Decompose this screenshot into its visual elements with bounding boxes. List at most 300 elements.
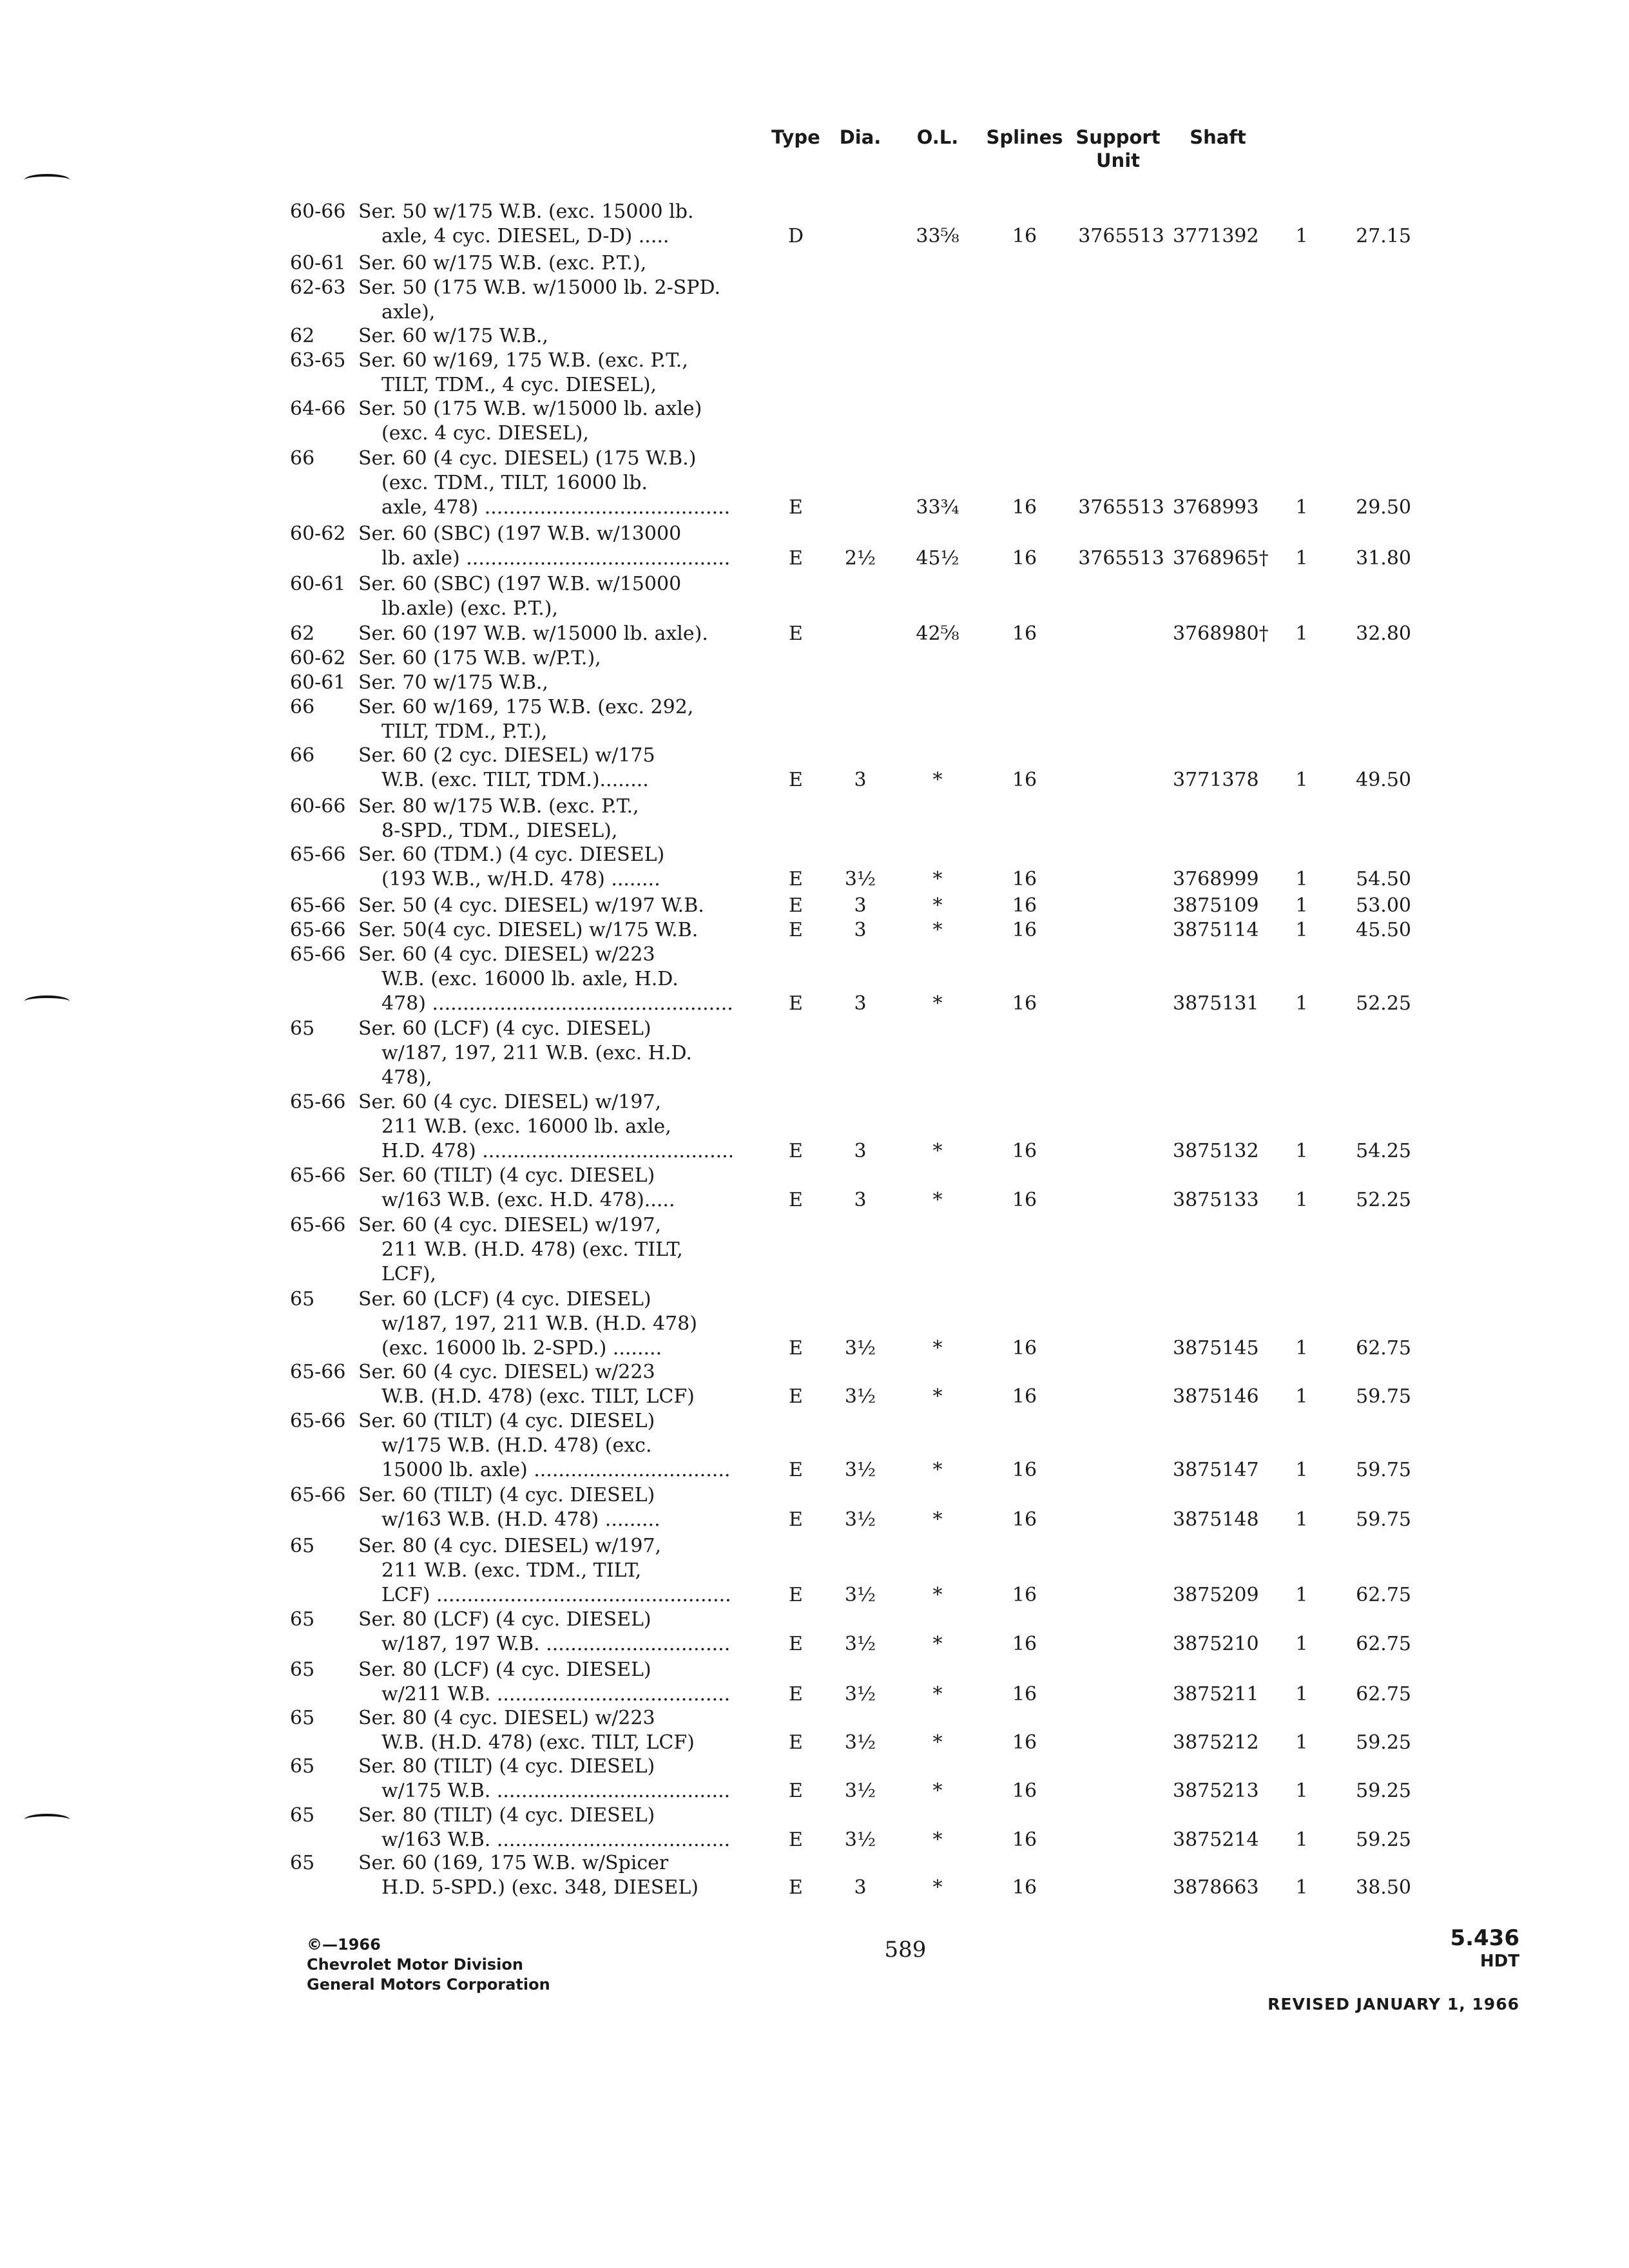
type-code: E [789, 769, 803, 791]
application-description [358, 1658, 732, 1707]
shaft-part-number: 3875114 [1173, 919, 1259, 941]
shaft-part-number: 3771378 [1173, 769, 1259, 791]
shaft-part-number: 3768965† [1173, 547, 1269, 570]
overall-length: 33¾ [916, 496, 959, 519]
description-line: w/163 W.B. (exc. H.D. 478)..... [381, 1189, 675, 1211]
description-line: Ser. 60 (SBC) (197 W.B. w/15000 [358, 573, 682, 595]
page-number: 589 [884, 1937, 927, 1963]
quantity: 1 [1295, 1633, 1308, 1655]
model-years: 65 [290, 1755, 315, 1778]
model-years: 65 [290, 1707, 315, 1729]
description-line: (193 W.B., w/H.D. 478) ........ [381, 868, 660, 890]
application-description [358, 894, 732, 918]
shaft-part-number: 3875131 [1173, 992, 1259, 1015]
application-description [358, 1706, 732, 1755]
type-code: E [789, 1633, 803, 1655]
application-description [358, 276, 732, 325]
price: 59.25 [1356, 1780, 1411, 1802]
model-years: 65-66 [290, 1484, 346, 1506]
application-description [358, 646, 732, 671]
price: 54.50 [1356, 868, 1411, 890]
description-line: w/211 W.B. ..... [358, 1682, 732, 1707]
application-description [358, 918, 732, 943]
description-line: axle, 478) ..... [358, 495, 732, 520]
overall-length: * [932, 1829, 943, 1851]
quantity: 1 [1295, 1337, 1308, 1360]
price: 53.00 [1356, 894, 1411, 917]
model-years: 60-61 [290, 252, 346, 274]
description-line: 211 W.B. (exc. TDM., TILT, [381, 1559, 642, 1582]
application-description [358, 447, 732, 520]
splines: 16 [1012, 1829, 1037, 1851]
section-block [1450, 1925, 1519, 1972]
application-description [358, 1090, 732, 1164]
shaft-part-number: 3875109 [1173, 894, 1259, 917]
shaft-part-number: 3875209 [1173, 1584, 1259, 1606]
overall-length: * [932, 1683, 943, 1706]
quantity: 1 [1295, 547, 1308, 570]
shaft-part-number: 3768980† [1173, 622, 1269, 645]
description-line: Ser. 60 w/175 W.B., [358, 325, 548, 347]
description-line: LCF) ..... [358, 1583, 732, 1608]
description-line: w/175 W.B. ..... [358, 1779, 732, 1803]
overall-length: * [932, 1459, 943, 1481]
corporation-name: General Motors Corporation [307, 1975, 550, 1994]
model-years: 60-66 [290, 795, 346, 818]
diameter: 3½ [844, 1731, 876, 1754]
quantity: 1 [1295, 622, 1308, 645]
model-years: 65-66 [290, 919, 346, 941]
quantity: 1 [1295, 1731, 1308, 1754]
type-code: E [789, 1189, 803, 1211]
model-years: 62 [290, 622, 315, 645]
application-description [358, 943, 732, 1016]
description-line: Ser. 50 (175 W.B. w/15000 lb. 2-SPD. [358, 276, 720, 299]
description-line: Ser. 60 (4 cyc. DIESEL) w/223 [358, 943, 655, 966]
description-line: Ser. 60 (4 cyc. DIESEL) (175 W.B.) [358, 447, 697, 470]
application-description [358, 843, 732, 892]
model-years: 66 [290, 447, 315, 470]
description-line: Ser. 80 w/175 W.B. (exc. P.T., [358, 795, 639, 818]
price: 62.75 [1356, 1584, 1411, 1606]
quantity: 1 [1295, 1459, 1308, 1481]
type-code: E [789, 1140, 803, 1162]
diameter: 3½ [844, 1780, 876, 1802]
application-description [358, 1851, 732, 1900]
splines: 16 [1012, 1780, 1037, 1802]
splines: 16 [1012, 1633, 1037, 1655]
diameter: 3½ [844, 1829, 876, 1851]
diameter: 3 [854, 769, 867, 791]
application-description [358, 744, 732, 793]
description-line: Ser. 60 (TILT) (4 cyc. DIESEL) [358, 1410, 655, 1432]
overall-length: * [932, 1140, 943, 1162]
description-line: (exc. 4 cyc. DIESEL), [381, 422, 589, 445]
quantity: 1 [1295, 496, 1308, 519]
type-code: E [789, 1829, 803, 1851]
overall-length: * [932, 1584, 943, 1606]
quantity: 1 [1295, 1508, 1308, 1531]
splines: 16 [1012, 547, 1037, 570]
description-line: H.D. 478) ..... [358, 1139, 732, 1164]
description-line: W.B. (H.D. 478) (exc. TILT, LCF) [381, 1731, 695, 1754]
type-code: E [789, 1584, 803, 1606]
description-line: Ser. 80 (TILT) (4 cyc. DIESEL) [358, 1804, 655, 1827]
price: 59.75 [1356, 1385, 1411, 1408]
splines: 16 [1012, 1683, 1037, 1706]
price: 59.75 [1356, 1508, 1411, 1531]
description-line: TILT, TDM., P.T.), [381, 720, 548, 743]
shaft-part-number: 3875213 [1173, 1780, 1259, 1802]
description-line: TILT, TDM., 4 cyc. DIESEL), [381, 374, 657, 396]
shaft-part-number: 3768993 [1173, 496, 1259, 519]
header-shaft: Shaft [1190, 126, 1246, 148]
type-code: E [789, 547, 803, 570]
description-line: lb.axle) (exc. P.T.), [381, 597, 558, 620]
description-line: Ser. 60 (LCF) (4 cyc. DIESEL) [358, 1288, 651, 1311]
model-years: 65-66 [290, 1410, 346, 1432]
description-line: w/187, 197, 211 W.B. (exc. H.D. [381, 1042, 692, 1064]
quantity: 1 [1295, 894, 1308, 917]
shaft-part-number: 3875133 [1173, 1189, 1259, 1211]
description-line: 478) ..... [358, 992, 732, 1016]
overall-length: * [932, 1189, 943, 1211]
model-years: 60-61 [290, 671, 346, 694]
description-line: w/163 W.B. ..... [358, 1828, 732, 1852]
description-line: LCF), [381, 1263, 436, 1285]
overall-length: 33⅝ [916, 225, 959, 247]
description-line: Ser. 60 w/169, 175 W.B. (exc. P.T., [358, 349, 688, 372]
description-line: 211 W.B. (H.D. 478) (exc. TILT, [381, 1238, 683, 1261]
description-line: Ser. 80 (4 cyc. DIESEL) w/223 [358, 1707, 655, 1729]
splines: 16 [1012, 496, 1037, 519]
overall-length: * [932, 992, 943, 1015]
model-years: 64-66 [290, 398, 346, 420]
type-code: E [789, 1876, 803, 1899]
price: 31.80 [1356, 547, 1411, 570]
type-code: E [789, 868, 803, 890]
splines: 16 [1012, 1731, 1037, 1754]
model-years: 62 [290, 325, 315, 347]
description-line: Ser. 50 (175 W.B. w/15000 lb. axle) [358, 398, 702, 420]
application-description [358, 1287, 732, 1361]
description-line: Ser. 60 (SBC) (197 W.B. w/13000 [358, 523, 682, 545]
splines: 16 [1012, 225, 1037, 247]
price: 29.50 [1356, 496, 1411, 519]
splines: 16 [1012, 919, 1037, 941]
model-years: 65 [290, 1608, 315, 1631]
description-line: Ser. 50 w/175 W.B. (exc. 15000 lb. [358, 200, 694, 223]
quantity: 1 [1295, 1829, 1308, 1851]
application-description [358, 1360, 732, 1409]
splines: 16 [1012, 1385, 1037, 1408]
application-description [358, 794, 732, 843]
quantity: 1 [1295, 868, 1308, 890]
application-description [358, 572, 732, 621]
description-line: (exc. 16000 lb. 2-SPD.) ........ [381, 1337, 662, 1360]
description-line: 8-SPD., TDM., DIESEL), [381, 820, 618, 842]
splines: 16 [1012, 1337, 1037, 1360]
overall-length: 45½ [916, 547, 959, 570]
model-years: 65 [290, 1535, 315, 1557]
model-years: 60-66 [290, 200, 346, 223]
application-description [358, 695, 732, 744]
description-line: Ser. 60 (197 W.B. w/15000 lb. axle). [358, 622, 708, 645]
type-code: E [789, 919, 803, 941]
shaft-part-number: 3875132 [1173, 1140, 1259, 1162]
header-support-unit [1070, 126, 1166, 172]
splines: 16 [1012, 1140, 1037, 1162]
price: 27.15 [1356, 225, 1411, 247]
diameter: 3 [854, 1876, 867, 1899]
description-line: Ser. 60 (LCF) (4 cyc. DIESEL) [358, 1017, 651, 1040]
punch-mark [24, 174, 70, 186]
shaft-part-number: 3768999 [1173, 868, 1259, 890]
application-description [358, 1409, 732, 1483]
quantity: 1 [1295, 1140, 1308, 1162]
quantity: 1 [1295, 1876, 1308, 1899]
header-support-line2: Unit [1096, 149, 1140, 171]
application-description [358, 1017, 732, 1090]
price: 49.50 [1356, 769, 1411, 791]
quantity: 1 [1295, 1189, 1308, 1211]
revised-date: REVISED JANUARY 1, 1966 [1268, 1995, 1519, 2013]
description-line: Ser. 60 (TILT) (4 cyc. DIESEL) [358, 1164, 655, 1187]
splines: 16 [1012, 894, 1037, 917]
overall-length: 42⅝ [916, 622, 959, 645]
punch-mark [24, 1814, 70, 1825]
overall-length: * [932, 1876, 943, 1899]
splines: 16 [1012, 1876, 1037, 1899]
description-line: Ser. 80 (LCF) (4 cyc. DIESEL) [358, 1658, 651, 1681]
quantity: 1 [1295, 992, 1308, 1015]
description-line: axle, 4 cyc. DIESEL, D-D) ..... [381, 225, 670, 247]
shaft-part-number: 3875214 [1173, 1829, 1259, 1851]
description-line: Ser. 80 (LCF) (4 cyc. DIESEL) [358, 1608, 651, 1631]
model-years: 65 [290, 1017, 315, 1040]
support-unit: 3765513 [1078, 225, 1164, 247]
type-code: E [789, 1337, 803, 1360]
overall-length: * [932, 868, 943, 890]
application-description [358, 671, 732, 695]
description-line: Ser. 60 (2 cyc. DIESEL) w/175 [358, 744, 655, 767]
splines: 16 [1012, 868, 1037, 890]
description-line: Ser. 60 (4 cyc. DIESEL) w/197, [358, 1091, 662, 1113]
description-line: Ser. 60 (4 cyc. DIESEL) w/197, [358, 1214, 662, 1236]
description-line: w/187, 197 W.B. ..... [358, 1632, 732, 1657]
price: 52.25 [1356, 992, 1411, 1015]
type-code: E [789, 1780, 803, 1802]
model-years: 60-62 [290, 523, 346, 545]
description-line: 211 W.B. (exc. 16000 lb. axle, [381, 1115, 671, 1138]
quantity: 1 [1295, 769, 1308, 791]
support-unit: 3765513 [1078, 496, 1164, 519]
overall-length: * [932, 1385, 943, 1408]
application-description [358, 1213, 732, 1287]
quantity: 1 [1295, 1780, 1308, 1802]
overall-length: * [932, 1508, 943, 1531]
diameter: 3 [854, 992, 867, 1015]
splines: 16 [1012, 1508, 1037, 1531]
type-code: E [789, 894, 803, 917]
shaft-part-number: 3878663 [1173, 1876, 1259, 1899]
application-description [358, 324, 732, 349]
model-years: 65 [290, 1804, 315, 1827]
description-line: Ser. 60 w/169, 175 W.B. (exc. 292, [358, 696, 694, 718]
description-line: Ser. 80 (4 cyc. DIESEL) w/197, [358, 1535, 662, 1557]
section-sub: HDT [1480, 1952, 1519, 1971]
splines: 16 [1012, 769, 1037, 791]
type-code: E [789, 1385, 803, 1408]
description-line: Ser. 50 (4 cyc. DIESEL) w/197 W.B. [358, 894, 704, 917]
type-code: E [789, 622, 803, 645]
shaft-part-number: 3875212 [1173, 1731, 1259, 1754]
overall-length: * [932, 919, 943, 941]
price: 62.75 [1356, 1337, 1411, 1360]
type-code: E [789, 1459, 803, 1481]
splines: 16 [1012, 992, 1037, 1015]
description-line: lb. axle) ..... [358, 546, 732, 571]
application-description [358, 1534, 732, 1608]
description-line: Ser. 80 (TILT) (4 cyc. DIESEL) [358, 1755, 655, 1778]
diameter: 3½ [844, 1584, 876, 1606]
shaft-part-number: 3771392 [1173, 225, 1259, 247]
splines: 16 [1012, 1189, 1037, 1211]
type-code: E [789, 1508, 803, 1531]
price: 59.75 [1356, 1459, 1411, 1481]
description-line: Ser. 60 (TDM.) (4 cyc. DIESEL) [358, 843, 665, 866]
model-years: 65-66 [290, 894, 346, 917]
model-years: 65 [290, 1852, 315, 1874]
overall-length: * [932, 1731, 943, 1754]
description-line: w/175 W.B. (H.D. 478) (exc. [381, 1434, 652, 1457]
model-years: 65-66 [290, 943, 346, 966]
quantity: 1 [1295, 1683, 1308, 1706]
model-years: 60-61 [290, 573, 346, 595]
quantity: 1 [1295, 1584, 1308, 1606]
type-code: D [787, 225, 804, 247]
price: 62.75 [1356, 1633, 1411, 1655]
application-description [358, 251, 732, 276]
application-description [358, 1754, 732, 1803]
overall-length: * [932, 1337, 943, 1360]
quantity: 1 [1295, 1385, 1308, 1408]
model-years: 62-63 [290, 276, 346, 299]
diameter: 3 [854, 919, 867, 941]
application-description [358, 622, 732, 646]
diameter: 3½ [844, 1633, 876, 1655]
description-line: Ser. 60 (169, 175 W.B. w/Spicer [358, 1852, 669, 1874]
model-years: 63-65 [290, 349, 346, 372]
header-splines: Splines [986, 126, 1063, 148]
diameter: 2½ [844, 547, 876, 570]
type-code: E [789, 496, 803, 519]
diameter: 3½ [844, 1683, 876, 1706]
header-type: Type [771, 126, 820, 148]
description-line: 478), [381, 1066, 432, 1089]
diameter: 3½ [844, 1459, 876, 1481]
diameter: 3½ [844, 1385, 876, 1408]
splines: 16 [1012, 622, 1037, 645]
copyright: ©—1966 [307, 1936, 381, 1954]
header-ol: O.L. [916, 126, 959, 148]
description-line: Ser. 60 (175 W.B. w/P.T.), [358, 647, 601, 669]
type-code: E [789, 1683, 803, 1706]
application-description [358, 1803, 732, 1852]
punch-mark [24, 995, 70, 1007]
diameter: 3 [854, 894, 867, 917]
model-years: 65-66 [290, 1361, 346, 1383]
shaft-part-number: 3875211 [1173, 1683, 1259, 1706]
publisher-block [307, 1935, 550, 1995]
section-number: 5.436 [1450, 1925, 1519, 1951]
description-line: w/187, 197, 211 W.B. (H.D. 478) [381, 1312, 697, 1335]
model-years: 65-66 [290, 843, 346, 866]
splines: 16 [1012, 1584, 1037, 1606]
model-years: 65 [290, 1658, 315, 1681]
type-code: E [789, 1731, 803, 1754]
description-line: W.B. (exc. TILT, TDM.)........ [381, 769, 649, 791]
description-line: (exc. TDM., TILT, 16000 lb. [381, 472, 648, 494]
description-line: Ser. 50(4 cyc. DIESEL) w/175 W.B. [358, 919, 699, 941]
price: 59.25 [1356, 1829, 1411, 1851]
support-unit: 3765513 [1078, 547, 1164, 570]
splines: 16 [1012, 1459, 1037, 1481]
shaft-part-number: 3875210 [1173, 1633, 1259, 1655]
price: 45.50 [1356, 919, 1411, 941]
shaft-part-number: 3875147 [1173, 1459, 1259, 1481]
description-line: W.B. (exc. 16000 lb. axle, H.D. [381, 968, 679, 990]
model-years: 66 [290, 744, 315, 767]
application-description [358, 1164, 732, 1213]
overall-length: * [932, 769, 943, 791]
quantity: 1 [1295, 225, 1308, 247]
price: 38.50 [1356, 1876, 1411, 1899]
description-line: W.B. (H.D. 478) (exc. TILT, LCF) [381, 1385, 695, 1408]
description-line: Ser. 70 w/175 W.B., [358, 671, 548, 694]
price: 52.25 [1356, 1189, 1411, 1211]
model-years: 65-66 [290, 1164, 346, 1187]
diameter: 3½ [844, 1337, 876, 1360]
model-years: 65 [290, 1288, 315, 1311]
division-name: Chevrolet Motor Division [307, 1956, 523, 1974]
description-line: 15000 lb. axle) ..... [358, 1458, 732, 1483]
model-years: 65-66 [290, 1091, 346, 1113]
description-line: Ser. 60 (TILT) (4 cyc. DIESEL) [358, 1484, 655, 1506]
price: 32.80 [1356, 622, 1411, 645]
model-years: 66 [290, 696, 315, 718]
application-description [358, 200, 732, 249]
model-years: 65-66 [290, 1214, 346, 1236]
diameter: 3 [854, 1140, 867, 1162]
diameter: 3 [854, 1189, 867, 1211]
application-description [358, 1608, 732, 1657]
header-dia: Dia. [839, 126, 882, 148]
price: 62.75 [1356, 1683, 1411, 1706]
application-description [358, 1483, 732, 1532]
overall-length: * [932, 1780, 943, 1802]
diameter: 3½ [844, 868, 876, 890]
overall-length: * [932, 894, 943, 917]
description-line: w/163 W.B. (H.D. 478) ......... [381, 1508, 660, 1531]
shaft-part-number: 3875148 [1173, 1508, 1259, 1531]
model-years: 60-62 [290, 647, 346, 669]
application-description [358, 397, 732, 446]
price: 59.25 [1356, 1731, 1411, 1754]
description-line: axle), [381, 301, 436, 323]
description-line: H.D. 5-SPD.) (exc. 348, DIESEL) [381, 1876, 699, 1899]
header-support-line1: Support [1075, 126, 1161, 148]
